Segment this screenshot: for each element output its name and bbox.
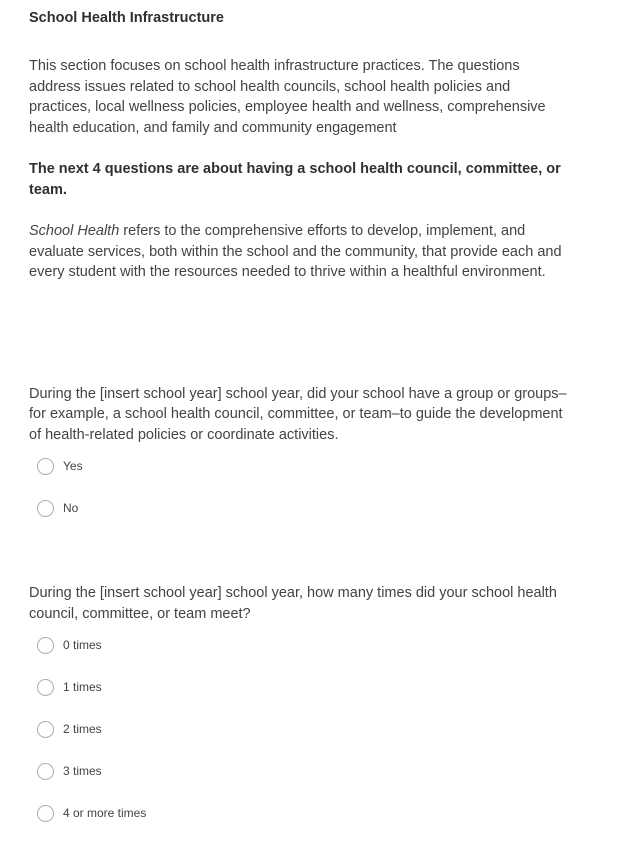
option-label: Yes <box>63 459 83 473</box>
radio-option-1-times[interactable] <box>29 679 568 696</box>
question-separator <box>29 304 568 384</box>
question-1-options <box>29 458 568 517</box>
radio-button-icon[interactable] <box>37 637 54 654</box>
radio-button-icon[interactable] <box>37 763 54 780</box>
option-label: 1 times <box>63 680 102 694</box>
radio-button-icon[interactable] <box>37 500 54 517</box>
option-label: 0 times <box>63 638 102 652</box>
section-intro: This section focuses on school health infrastructure practices. The questions address issues related to school health councils, school health policies and practices, local wellness policies, employee health and wellness, comprehensive health education, and family and community engagement <box>29 58 546 136</box>
radio-button-icon[interactable] <box>37 721 54 738</box>
question-1-text: During the [insert school year] school year, did your school have a group or groups–for example, a school health council, committee, or team–to guide the development of health-related policies or coordinate activities. <box>29 385 567 443</box>
section-title: School Health Infrastructure <box>29 10 224 26</box>
question-2 <box>29 583 568 822</box>
radio-option-3-times[interactable] <box>29 763 568 780</box>
question-2-options <box>29 637 568 822</box>
radio-option-4-or-more-times[interactable] <box>29 805 568 822</box>
definition-term: School Health <box>29 223 120 239</box>
option-label: 3 times <box>63 764 102 778</box>
radio-button-icon[interactable] <box>37 805 54 822</box>
question-2-text: During the [insert school year] school year, how many times did your school health council, committee, or team meet? <box>29 585 557 622</box>
option-label: 2 times <box>63 722 102 736</box>
section-subheading: The next 4 questions are about having a school health council, committee, or team. <box>29 161 561 198</box>
radio-option-0-times[interactable] <box>29 637 568 654</box>
definition-rest: refers to the comprehensive efforts to develop, implement, and evaluate services, both within the school and the community, that provide each and every student with the resources needed to thrive within a healthful environment. <box>29 223 562 280</box>
option-label: 4 or more times <box>63 806 147 820</box>
radio-option-yes[interactable] <box>29 458 568 475</box>
option-label: No <box>63 501 79 515</box>
radio-option-no[interactable] <box>29 500 568 517</box>
radio-option-2-times[interactable] <box>29 721 568 738</box>
radio-button-icon[interactable] <box>37 679 54 696</box>
question-1 <box>29 384 568 518</box>
definition-paragraph <box>29 221 568 283</box>
radio-button-icon[interactable] <box>37 458 54 475</box>
question-separator <box>29 542 568 583</box>
